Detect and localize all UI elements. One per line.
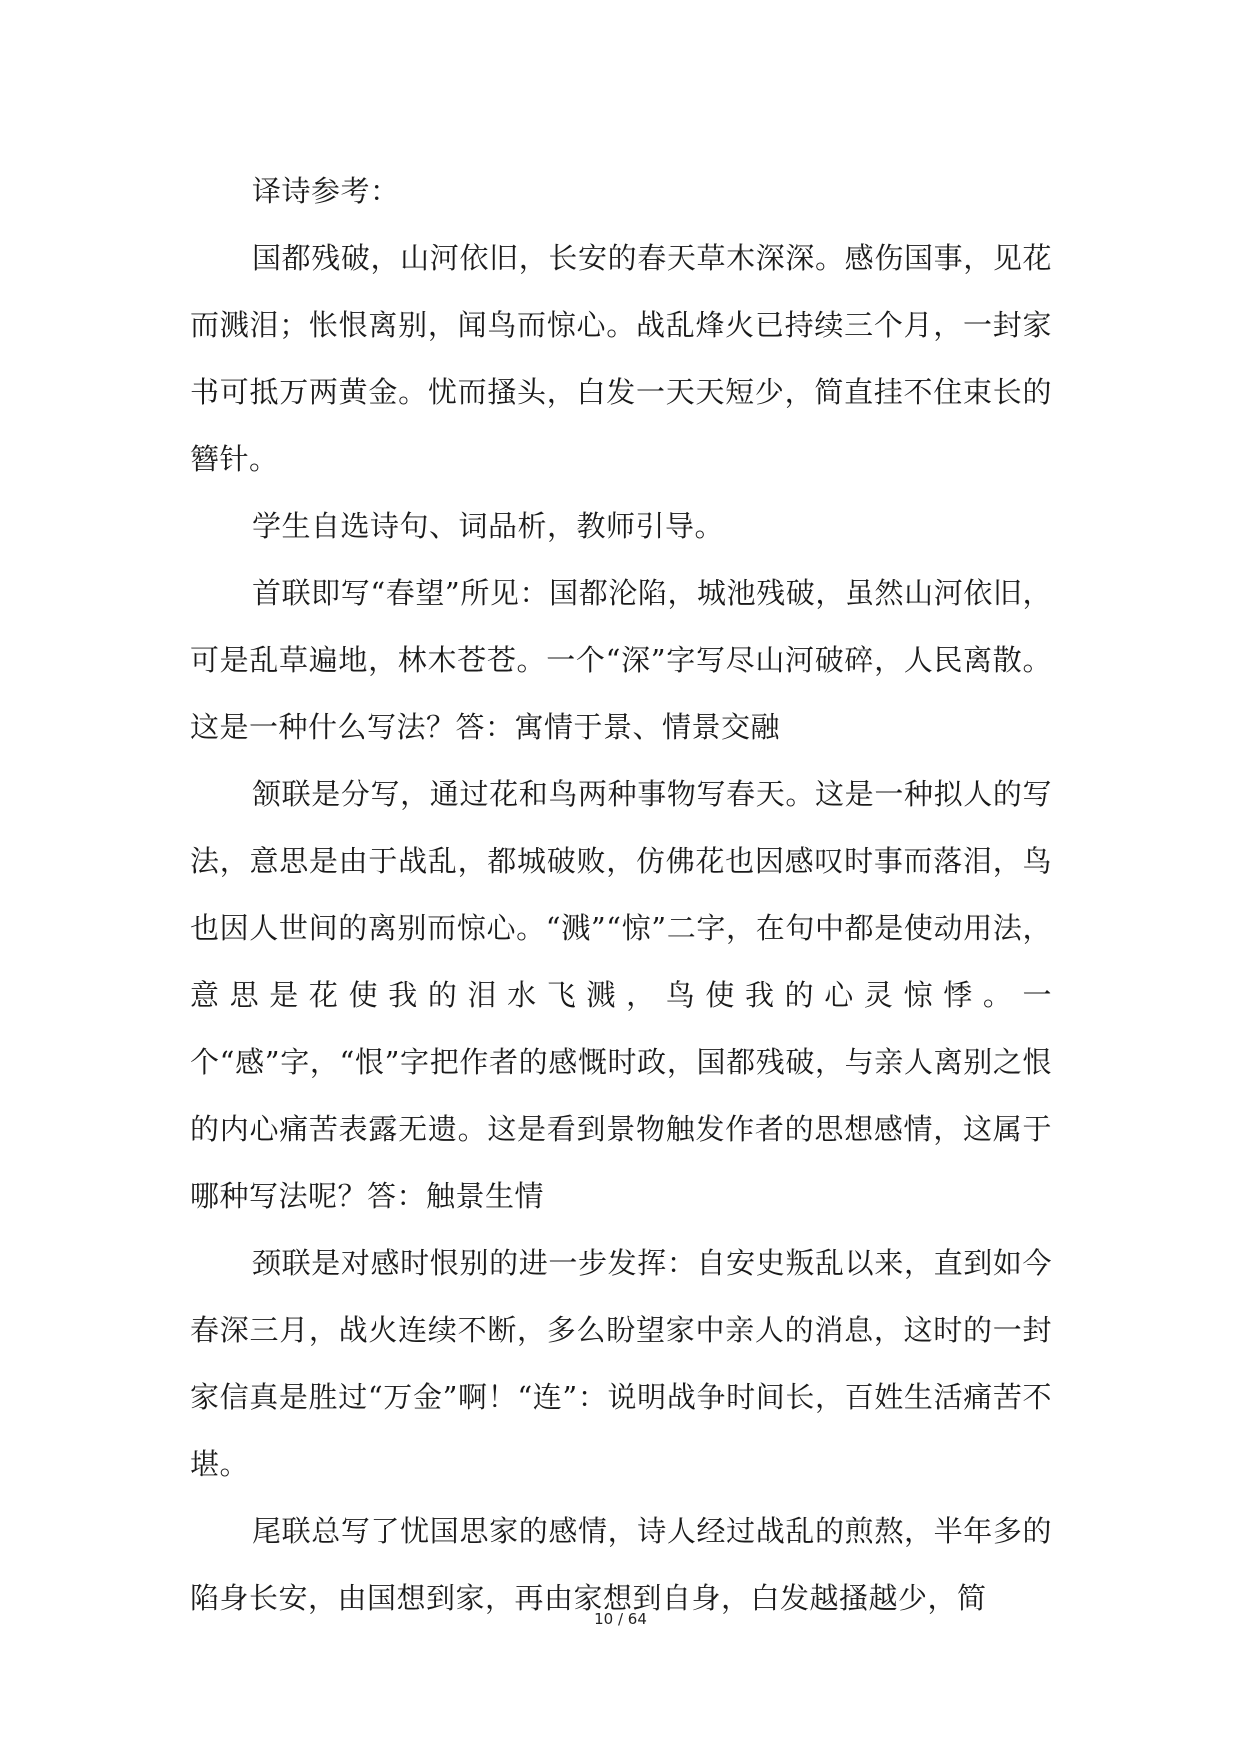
paragraph-translation: 国都残破，山河依旧，长安的春天草木深深。感伤国事，见花而溅泪；怅恨离别，闻鸟而惊心。战乱烽火已持续三个月，一封家书可抵万两黄金。忧而搔头，白发一天天短少，简直挂不住束长的簪针。: [190, 241, 1052, 476]
paragraph-third-couplet: 颈联是对感时恨别的进一步发挥：自安史叛乱以来，直到如今春深三月，战火连续不断，多么盼望家中亲人的消息，这时的一封家信真是胜过“万金”啊！“连”：说明战争时间长，百姓生活痛苦不堪。: [190, 1246, 1052, 1481]
page-number: 10 / 64: [594, 1610, 647, 1628]
paragraph-final-couplet: 尾联总写了忧国思家的感情，诗人经过战乱的煎熬，半年多的陷身长安，由国想到家，再由家想到自身，白发越搔越少，简: [190, 1514, 1052, 1615]
paragraph-student-analysis: 学生自选诗句、词品析，教师引导。: [252, 509, 725, 543]
document-body: [190, 158, 1052, 1632]
paragraph-second-couplet: 颔联是分写，通过花和鸟两种事物写春天。这是一种拟人的写法，意思是由于战乱，都城破败，仿佛花也因感叹时事而落泪，鸟也因人世间的离别而惊心。“溅”“惊”二字，在句中都是使动用法，意思是花使我的泪水飞溅，鸟使我的心灵惊悸。一个“感”字，“恨”字把作者的感慨时政，国都残破，与亲人离别之恨的内心痛苦表露无遗。这是看到景物触发作者的思想感情，这属于哪种写法呢？答：触景生情: [190, 777, 1052, 1213]
paragraph-translation-heading: 译诗参考：: [252, 174, 400, 208]
paragraph-first-couplet: 首联即写“春望”所见：国都沦陷，城池残破，虽然山河依旧，可是乱草遍地，林木苍苍。一个“深”字写尽山河破碎，人民离散。这是一种什么写法？答：寓情于景、情景交融: [190, 576, 1052, 744]
